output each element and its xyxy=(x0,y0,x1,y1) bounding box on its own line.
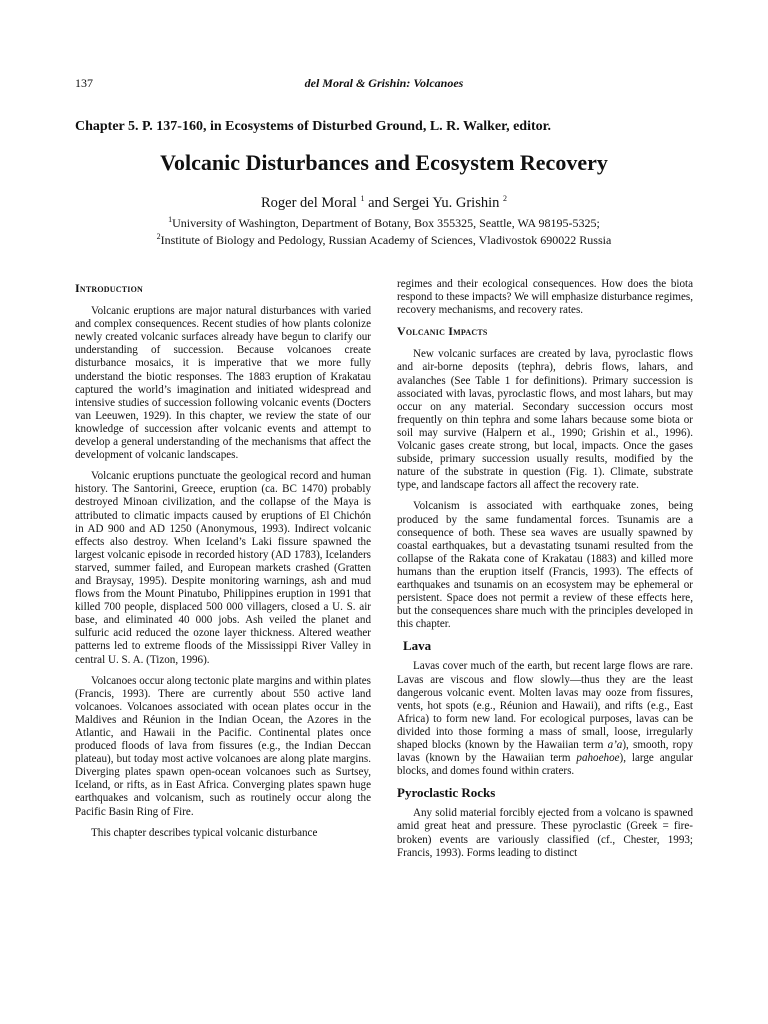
running-header xyxy=(75,76,693,92)
section-heading-introduction: Introduction xyxy=(75,281,143,295)
affiliation-2 xyxy=(60,233,708,248)
intro-paragraph-2: Volcanic eruptions punctuate the geological record and human history. The Santorini, Greece, eruption (ca. BC 1470) probably destroyed Minoan civilization, and the collapse of the Maya is attributed to climatic impacts caused by eruptions of El Chichón in AD 900 and AD 1250 (Anonymous, 1993). Indirect volcanic effects also destroy. When Iceland’s Laki fissure spawned the largest volcanic episode in recorded history (AD 1783), Icelanders starved, summer failed, and European markets crashed (Gratten and Braysay, 1995). Despite monitoring warnings, ash and mud flows from the Mount Pinatubo, Philippines eruption in 1991 that killed 700 people, displaced 500 000 villagers, closed a U. S. air base, and eliminated 40 000 jobs. Ash veiled the planet and sulfuric acid reduced the ozone layer thickness. Altered weather patterns led to extreme floods of the Mississippi River Valley in central U. S. A. (Tizon, 1996). xyxy=(75,470,371,666)
pyroclastic-paragraph: Any solid material forcibly ejected from a volcano is spawned amid great heat and pressure. These pyroclastic (Greek = fire-broken) events are variously classified (cf., Chester, 1993; Francis, 1993). Forms leading to distinct xyxy=(397,807,693,859)
intro-paragraph-4-continued: regimes and their ecological consequences. How does the biota respond to these impacts? We will emphasize disturbance regimes, recovery mechanisms, and recovery rates. xyxy=(397,278,693,317)
page-number: 137 xyxy=(75,76,93,90)
lava-term-aa: a’a xyxy=(607,739,623,751)
affiliation-1-text: University of Washington, Department of Botany, Box 355325, Seattle, WA 98195-5325; xyxy=(172,216,600,230)
subsection-heading-pyroclastic-rocks: Pyroclastic Rocks xyxy=(397,785,496,801)
impacts-paragraph-2: Volcanism is associated with earthquake zones, being produced by the same fundamental forces. Tsunamis are a consequence of both. These sea waves are usually spawned by coastal earthquakes, but a devastating tsunami resulted from the collapse of the Rakata cone of Krakatau (1883) and killed more humans than the eruption itself (Francis, 1993). The effects of earthquakes and tsunamis on an ecosystem may be ephemeral or persistent. Space does not permit a review of these effects here, but the consequences share much with the principles developed in this chapter. xyxy=(397,500,693,631)
lava-text-1: Lavas cover much of the earth, but recent large flows are rare. Lavas are viscous and flow slowly—thus they are the least dangerous volcanic event. Molten lavas may ooze from fissures, vents, hot spots (e.g., Réunion and Hawaii), and rifts (e.g., East Africa) to form new land. For ecological purposes, lavas can be divided into those forming a mass of small, loose, irregularly shaped blocks (known by the Hawaiian term xyxy=(397,660,693,751)
affiliation-1 xyxy=(60,216,708,231)
affiliation-1-mark: 1 xyxy=(168,215,173,224)
author-1-affil-mark: 1 xyxy=(360,194,365,204)
article-title: Volcanic Disturbances and Ecosystem Recovery xyxy=(160,150,608,175)
right-column xyxy=(397,278,693,868)
lava-text-2: ), smooth, ropy lavas (known by the Hawaiian term xyxy=(397,739,694,765)
intro-paragraph-3: Volcanoes occur along tectonic plate margins and within plates (Francis, 1993). There are currently about 550 active land volcanoes. Volcanoes associated with ocean plates occur in the Maldives and Réunion in the Indian Ocean, the Azores in the Atlantic, and Hawaii in the Pacific. Continental plates once produced floods of lava from fissures (e.g., the Indian Deccan plateau), but today most active volcanoes are along plate margins. Diverging plates spawn open-ocean volcanoes such as Surtsey, Iceland, or rifts, as in East Africa. Converging plates spawn huge earthquakes and volcanism, such as routinely occur along the Pacific Basin Ring of Fire. xyxy=(75,674,371,818)
intro-paragraph-1: Volcanic eruptions are major natural disturbances with varied and complex consequences. Recent studies of how plants colonize newly created volcanic surfaces already have begun to clarify our understanding of succession. Because volcanoes create disturbance mosaics, it is imperative that we more fully understand the biotic responses. The 1883 eruption of Krakatau captured the world’s imagination and initiated widespread and intensive studies of succession following volcanic events (Docters van Leeuwen, 1929). In this chapter, we review the state of our knowledge of succession after volcanic events and attempt to develop a general understanding of the mechanisms that affect the development of volcanic landscapes. xyxy=(75,305,371,462)
author-2: and Sergei Yu. Grishin xyxy=(364,195,500,211)
author-2-affil-mark: 2 xyxy=(503,194,507,204)
chapter-citation: Chapter 5. P. 137-160, in Ecosystems of Disturbed Ground, L. R. Walker, editor. xyxy=(75,119,552,134)
author-1: Roger del Moral xyxy=(260,195,357,211)
author-line xyxy=(60,195,708,212)
subsection-heading-lava: Lava xyxy=(403,638,432,654)
affiliation-2-text: Institute of Biology and Pedology, Russian Academy of Sciences, Vladivostok 690022 Russia xyxy=(160,233,612,247)
affiliation-2-mark: 2 xyxy=(156,232,161,241)
running-title: del Moral & Grishin: Volcanoes xyxy=(304,76,464,90)
lava-text-3: ), large angular blocks, and domes found within craters. xyxy=(397,752,693,778)
intro-paragraph-4: This chapter describes typical volcanic disturbance xyxy=(91,826,318,839)
lava-term-pahoehoe: pahoehoe xyxy=(576,752,620,765)
lava-paragraph xyxy=(397,660,693,778)
impacts-paragraph-1: New volcanic surfaces are created by lava, pyroclastic flows and air-borne deposits (tephra), debris flows, lahars, and avalanches (See Table 1 for definitions). Primary succession is associated with lavas, pyroclastic flows, and most lahars, but may occur on any material. Secondary succession occurs most frequently on thin tephra and some lahars because some biota or soil may survive (Halpern et al., 1990; Grishin et al., 1996). Volcanic gases create strong, but local, impacts. Once the gases subside, primary succession usually results, modified by the nature of the substrate in question (Fig. 1). Climate, substrate type, and landscape factors all affect the recovery rate. xyxy=(397,348,693,492)
section-heading-volcanic-impacts: Volcanic Impacts xyxy=(397,324,488,339)
left-column xyxy=(75,278,371,848)
